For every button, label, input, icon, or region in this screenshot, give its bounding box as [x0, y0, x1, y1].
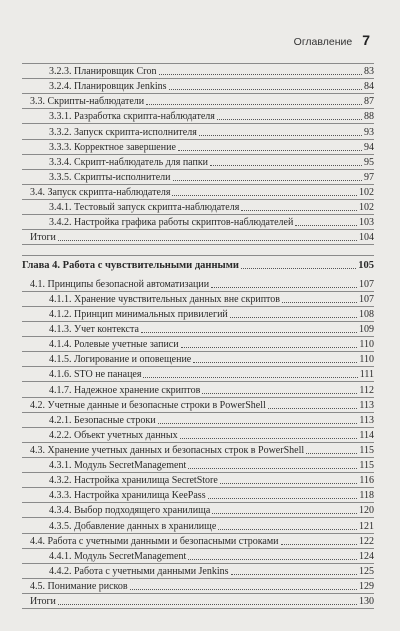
- toc-separator: [22, 123, 374, 124]
- toc-entry[interactable]: [22, 548, 374, 563]
- toc-entry-page: 105: [358, 259, 374, 271]
- toc-entry-title: 4.3.1. Модуль SecretManagement: [49, 460, 187, 472]
- toc-entry[interactable]: [22, 123, 374, 138]
- toc-entry-page: 114: [359, 429, 374, 441]
- toc-entry-page: 108: [359, 308, 374, 320]
- toc-entry[interactable]: [22, 214, 374, 229]
- toc-entry-title: 4.3. Хранение учетных данных и безопасных строк в PowerShell: [30, 444, 305, 456]
- toc-entry-title: 4.4. Работа с учетными данными и безопасными строками: [30, 535, 279, 547]
- toc-entry[interactable]: [22, 154, 374, 169]
- toc-separator: [22, 548, 374, 549]
- toc-entry-page: 121: [359, 520, 374, 532]
- toc-entry[interactable]: [22, 442, 374, 457]
- toc-separator: [22, 184, 374, 185]
- toc-separator: [22, 244, 374, 245]
- toc-entry-page: 125: [359, 565, 374, 577]
- toc-entry-page: 113: [359, 399, 374, 411]
- toc-entry-title: 4.1.7. Надежное хранение скриптов: [49, 384, 201, 396]
- toc-entry-page: 120: [359, 505, 374, 517]
- toc-entry-page: 95: [364, 156, 374, 168]
- toc-entry[interactable]: [22, 578, 374, 593]
- toc-entry-title: 3.2.3. Планировщик Cron: [49, 66, 157, 78]
- toc-entry-title: 4.5. Понимание рисков: [30, 581, 128, 593]
- toc-entry-title: 4.2.1. Безопасные строки: [49, 414, 156, 426]
- toc-entry-page: 88: [364, 111, 374, 123]
- toc-entry[interactable]: [22, 381, 374, 396]
- toc-entry-page: 87: [364, 96, 374, 108]
- toc-entry-title: 4.3.5. Добавление данных в хранилище: [49, 520, 217, 532]
- toc-leader: [159, 74, 363, 75]
- toc-separator: [22, 93, 374, 94]
- toc-entry-title: 4.1.5. Логирование и оповещение: [49, 354, 192, 366]
- toc-separator: [22, 321, 374, 322]
- toc-entry[interactable]: [22, 336, 374, 351]
- toc-entry-page: 93: [364, 126, 374, 138]
- toc-leader: [199, 135, 362, 136]
- toc-entry-title: 4.3.3. Настройка хранилища KeePass: [49, 490, 206, 502]
- toc-leader: [181, 347, 358, 348]
- toc-separator: [22, 381, 374, 382]
- toc-entry-page: 113: [359, 414, 374, 426]
- toc-entry-title: 3.3.5. Скрипты-исполнители: [49, 171, 171, 183]
- toc-chapter-entry[interactable]: [22, 256, 374, 271]
- toc-entry[interactable]: [22, 563, 374, 578]
- toc-entry-title: Итоги: [30, 232, 56, 244]
- toc-entry[interactable]: [22, 229, 374, 244]
- toc-separator: [22, 608, 374, 609]
- toc-entry-page: 111: [359, 369, 374, 381]
- toc-entry-title: 4.1.1. Хранение чувствительных данных вне скриптов: [49, 293, 281, 305]
- toc-separator: [22, 593, 374, 594]
- toc-entry-title: 3.4. Запуск скрипта-наблюдателя: [30, 187, 171, 199]
- toc-leader: [58, 240, 357, 241]
- toc-leader: [268, 408, 358, 409]
- toc-separator: [22, 229, 374, 230]
- toc-entry-title: 4.1. Принципы безопасной автоматизации: [30, 278, 210, 290]
- toc-entry-title: 3.4.2. Настройка графика работы скриптов-наблюдателей: [49, 217, 294, 229]
- toc-leader: [173, 180, 362, 181]
- toc-leader: [188, 559, 357, 560]
- toc-entry-title: 4.2.2. Объект учетных данных: [49, 429, 178, 441]
- toc-entry-title: 3.3.2. Запуск скрипта-исполнителя: [49, 126, 197, 138]
- toc-entry[interactable]: [22, 63, 374, 78]
- toc-leader: [306, 453, 357, 454]
- toc-entry-page: 112: [359, 384, 374, 396]
- toc-leader: [281, 544, 357, 545]
- toc-entry[interactable]: [22, 366, 374, 381]
- toc-entry[interactable]: [22, 457, 374, 472]
- toc-separator: [22, 255, 374, 256]
- toc-entry-title: 3.3. Скрипты-наблюдатели: [30, 96, 145, 108]
- toc-leader: [172, 195, 357, 196]
- toc-leader: [295, 225, 357, 226]
- toc-entry[interactable]: [22, 139, 374, 154]
- toc-separator: [22, 502, 374, 503]
- toc-entry[interactable]: [22, 169, 374, 184]
- toc-separator: [22, 563, 374, 564]
- toc-leader: [210, 165, 362, 166]
- toc-leader: [188, 468, 357, 469]
- toc-separator: [22, 351, 374, 352]
- toc-entry[interactable]: [22, 108, 374, 123]
- toc-separator: [22, 397, 374, 398]
- toc-entry[interactable]: [22, 78, 374, 93]
- toc-separator: [22, 169, 374, 170]
- toc-entry-page: 110: [359, 354, 374, 366]
- toc-entry[interactable]: [22, 321, 374, 336]
- toc-leader: [143, 377, 357, 378]
- toc-entry-title: Глава 4. Работа с чувствительными данными: [22, 259, 239, 271]
- toc-entry-title: 4.3.4. Выбор подходящего хранилища: [49, 505, 211, 517]
- toc-separator: [22, 63, 374, 64]
- toc-leader: [282, 302, 357, 303]
- toc-entry[interactable]: [22, 427, 374, 442]
- toc-entry-title: 3.3.1. Разработка скрипта-наблюдателя: [49, 111, 215, 123]
- toc-entry-title: 4.3.2. Настройка хранилища SecretStore: [49, 475, 218, 487]
- toc-entry-page: 115: [359, 460, 374, 472]
- toc-leader: [141, 332, 357, 333]
- toc-entry-page: 83: [364, 66, 374, 78]
- toc-entry-page: 103: [359, 217, 374, 229]
- toc-entry[interactable]: [22, 199, 374, 214]
- toc-separator: [22, 291, 374, 292]
- toc-entry[interactable]: [22, 517, 374, 532]
- toc-separator: [22, 533, 374, 534]
- toc-entry-page: 84: [364, 81, 374, 93]
- toc-entry-title: 4.4.2. Работа с учетными данными Jenkins: [49, 565, 229, 577]
- running-header-title: Оглавление: [293, 36, 353, 48]
- toc-entry[interactable]: [22, 306, 374, 321]
- toc-entry-title: 3.4.1. Тестовый запуск скрипта-наблюдателя: [49, 202, 240, 214]
- toc-entry-page: 124: [359, 550, 374, 562]
- toc-separator: [22, 306, 374, 307]
- toc-entry-title: 3.3.4. Скрипт-наблюдатель для папки: [49, 156, 209, 168]
- toc-leader: [193, 362, 357, 363]
- toc-entry-title: 4.1.2. Принцип минимальных привилегий: [49, 308, 228, 320]
- toc-entry-page: 109: [359, 324, 374, 336]
- toc-leader: [208, 498, 358, 499]
- toc-entry[interactable]: [22, 351, 374, 366]
- toc-leader: [220, 483, 358, 484]
- toc-entry-title: 4.1.6. STO не панацея: [49, 369, 142, 381]
- running-header: [294, 32, 370, 48]
- toc-entry[interactable]: [22, 502, 374, 517]
- toc-leader: [217, 119, 362, 120]
- toc-entry-title: 4.2. Учетные данные и безопасные строки в PowerShell: [30, 399, 266, 411]
- toc-entry[interactable]: [22, 593, 374, 608]
- toc-entry-page: 122: [359, 535, 374, 547]
- toc-entry-page: 110: [359, 339, 374, 351]
- toc-separator: [22, 472, 374, 473]
- toc-separator: [22, 366, 374, 367]
- toc-separator: [22, 578, 374, 579]
- toc-leader: [130, 589, 357, 590]
- toc-entry-page: 94: [364, 141, 374, 153]
- toc-separator: [22, 214, 374, 215]
- toc-leader: [58, 604, 357, 605]
- toc-entry-title: 4.1.3. Учет контекста: [49, 324, 139, 336]
- toc-leader: [180, 438, 358, 439]
- toc-entry[interactable]: [22, 487, 374, 502]
- toc-entry[interactable]: [22, 472, 374, 487]
- toc-entry-title: Итоги: [30, 596, 56, 608]
- toc-separator: [22, 336, 374, 337]
- toc-leader: [211, 287, 357, 288]
- toc-separator: [22, 487, 374, 488]
- toc-entry-title: 4.4.1. Модуль SecretManagement: [49, 550, 187, 562]
- toc-entry-title: 3.3.3. Корректное завершение: [49, 141, 176, 153]
- toc-entry[interactable]: [22, 291, 374, 306]
- toc-entry-page: 102: [359, 187, 374, 199]
- toc-entry-page: 118: [359, 490, 374, 502]
- toc-separator: [22, 108, 374, 109]
- toc-entry-page: 116: [359, 475, 374, 487]
- toc-leader: [158, 423, 358, 424]
- toc-entry-page: 107: [359, 278, 374, 290]
- toc-entry[interactable]: [22, 184, 374, 199]
- toc-entry-page: 107: [359, 293, 374, 305]
- toc-separator: [22, 427, 374, 428]
- toc-separator: [22, 78, 374, 79]
- toc-leader: [241, 210, 357, 211]
- toc-leader: [231, 574, 357, 575]
- toc-entry[interactable]: [22, 412, 374, 427]
- toc-entry-title: 4.1.4. Ролевые учетные записи: [49, 339, 179, 351]
- toc-entry-page: 115: [359, 444, 374, 456]
- toc-leader: [178, 150, 362, 151]
- toc-separator: [22, 412, 374, 413]
- toc-entry[interactable]: [22, 276, 374, 291]
- toc-entry[interactable]: [22, 533, 374, 548]
- toc-entry-page: 129: [359, 581, 374, 593]
- toc-separator: [22, 517, 374, 518]
- toc-leader: [169, 89, 363, 90]
- toc-entry-page: 102: [359, 202, 374, 214]
- toc-separator: [22, 457, 374, 458]
- toc-entry-page: 104: [359, 232, 374, 244]
- toc-leader: [241, 268, 356, 269]
- toc-leader: [202, 393, 357, 394]
- toc-leader: [218, 529, 357, 530]
- toc-leader: [212, 513, 357, 514]
- toc-entry-page: 97: [364, 171, 374, 183]
- toc-entry[interactable]: [22, 93, 374, 108]
- toc-separator: [22, 139, 374, 140]
- toc-leader: [146, 104, 362, 105]
- toc-separator: [22, 199, 374, 200]
- page-number: 7: [362, 32, 370, 48]
- toc-entry-title: 3.2.4. Планировщик Jenkins: [49, 81, 167, 93]
- toc-entry[interactable]: [22, 397, 374, 412]
- toc-separator: [22, 442, 374, 443]
- toc-separator: [22, 154, 374, 155]
- toc-entry-page: 130: [359, 596, 374, 608]
- toc-leader: [230, 317, 357, 318]
